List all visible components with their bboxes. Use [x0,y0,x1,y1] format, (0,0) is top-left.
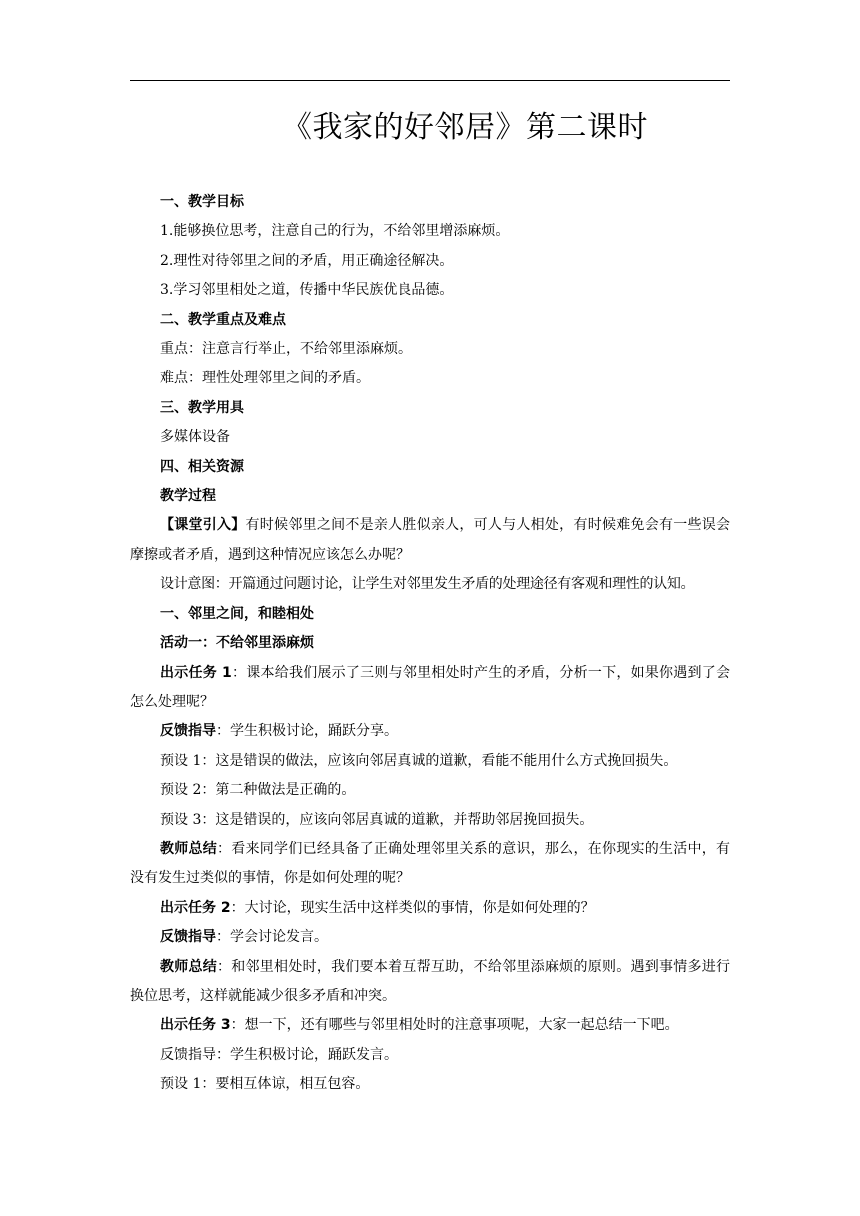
task-2-text: ：大讨论，现实生活中这样类似的事情，你是如何处理的？ [230,899,595,916]
preset-1: 预设 1：这是错误的做法，应该向邻居真诚的道歉，看能不能用什么方式挽回损失。 [160,752,678,769]
section-heading-resources: 四、相关资源 [160,458,244,475]
feedback-3: 反馈指导：学生积极讨论，踊跃发言。 [160,1046,398,1063]
summary-2-lead: 教师总结 [160,958,218,975]
task-1-lead: 出示任务 1 [160,664,232,681]
feedback-1-lead: 反馈指导 [160,723,216,740]
tools-text: 多媒体设备 [160,429,230,446]
feedback-1-paragraph [130,717,730,746]
feedback-2-lead: 反馈指导 [160,929,216,946]
intro-text: 有时候邻里之间不是亲人胜似亲人，可人与人相处，有时候难免会有一些误会摩擦或者矛盾，遇到这种情况应该怎么办呢？ [130,517,731,563]
document-body [130,188,730,1100]
objective-1: 1.能够换位思考，注意自己的行为，不给邻里增添麻烦。 [160,223,510,240]
task-1-paragraph [130,659,730,718]
design-intent: 设计意图：开篇通过问题讨论，让学生对邻里发生矛盾的处理途径有客观和理性的认知。 [160,576,695,593]
task-2-lead: 出示任务 2 [160,899,231,916]
document-title: 《我家的好邻居》第二课时 [282,110,648,145]
objective-2: 2.理性对待邻里之间的矛盾，用正确途径解决。 [160,252,454,269]
task-2-paragraph [130,894,730,923]
preset-4: 预设 1：要相互体谅，相互包容。 [160,1076,370,1093]
intro-lead: 【课堂引入】 [160,517,246,534]
summary-1-text: ：看来同学们已经具备了正确处理邻里关系的意识，那么，在你现实的生活中，有没有发生过类似的事情，你是如何处理的呢？ [130,840,731,887]
summary-2-paragraph [130,953,730,1012]
summary-1-paragraph [130,835,730,894]
feedback-2-text: ：学会讨论发言。 [216,929,328,946]
intro-paragraph [130,511,730,570]
activity-heading-1: 活动一：不给邻里添麻烦 [160,635,314,652]
summary-2-text: ：和邻里相处时，我们要本着互帮互助，不给邻里添麻烦的原则。遇到事情多进行换位思考，这样就能减少很多矛盾和冲突。 [130,958,731,1004]
key-point: 重点：注意言行举止，不给邻里添麻烦。 [160,341,412,358]
part-heading-neighbors: 一、邻里之间，和睦相处 [160,605,314,622]
task-3-paragraph [130,1011,730,1040]
section-heading-objectives: 一、教学目标 [160,194,244,210]
header-rule [130,80,730,81]
section-heading-key-points: 二、教学重点及难点 [160,311,286,328]
section-heading-process: 教学过程 [160,488,216,505]
objective-3: 3.学习邻里相处之道，传播中华民族优良品德。 [160,282,454,299]
feedback-1-text: ：学生积极讨论，踊跃分享。 [216,723,398,740]
preset-2: 预设 2：第二种做法是正确的。 [160,782,356,799]
task-3-lead: 出示任务 3 [160,1017,231,1034]
section-heading-tools: 三、教学用具 [160,399,244,416]
difficult-point: 难点：理性处理邻里之间的矛盾。 [160,370,370,387]
task-3-text: ：想一下，还有哪些与邻里相处时的注意事项呢，大家一起总结一下吧。 [230,1017,679,1034]
preset-3: 预设 3：这是错误的，应该向邻居真诚的道歉，并帮助邻居挽回损失。 [160,811,594,828]
task-1-text: ：课本给我们展示了三则与邻里相处时产生的矛盾，分析一下，如果你遇到了会怎么处理呢？ [130,664,730,710]
summary-1-lead: 教师总结 [160,840,218,857]
feedback-2-paragraph [130,923,730,952]
